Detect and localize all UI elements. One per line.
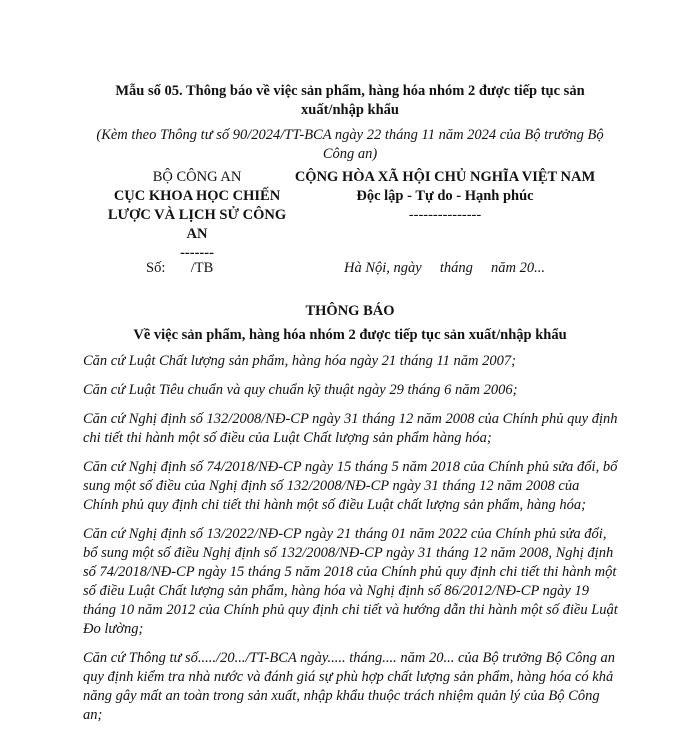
document-number: Số: /TB: [146, 260, 214, 276]
legal-basis-list: [83, 352, 618, 735]
agency-name-line-1: CỤC KHOA HỌC CHIẾN: [113, 188, 281, 204]
form-title-line-1: Mẫu số 05. Thông báo về việc sản phẩm, hàng hóa nhóm 2 được tiếp tục sản: [115, 83, 585, 99]
attachment-note-line-2: Công an): [322, 146, 378, 162]
legal-basis-item: Căn cứ Thông tư số...../20.../TT-BCA ngày..... tháng.... năm 20... của Bộ trưởng Bộ Công an quy định kiểm tra nhà nước và đánh giá sự phù hợp chất lượng sản phẩm, hàng hóa có khả năng gây mất an toàn trong sản xuất, nhập khẩu thuộc trách nhiệm quản lý của Bộ Công an;: [83, 650, 615, 723]
legal-basis-item: Căn cứ Luật Chất lượng sản phẩm, hàng hóa ngày 21 tháng 11 năm 2007;: [83, 353, 516, 369]
ministry-name: BỘ CÔNG AN: [152, 169, 242, 185]
legal-basis-item: Căn cứ Nghị định số 13/2022/NĐ-CP ngày 21 tháng 01 năm 2022 của Chính phủ sửa đổi, bổ sung một số điều Nghị định số 132/2008/NĐ-CP ngày 31 tháng 12 năm 2008, Nghị định số 74/2018/NĐ-CP ngày 15 tháng 5 năm 2018 của Chính phủ quy định chi tiết thi hành một số điều Luật Chất lượng sản phẩm, hàng hóa và Nghị định số 86/2012/NĐ-CP ngày 19 tháng 10 năm 2012 của Chính phủ quy định chi tiết và hướng dẫn thi hành một số điều Luật Đo lường;: [83, 526, 618, 637]
national-motto: Độc lập - Tự do - Hạnh phúc: [356, 188, 534, 204]
legal-basis-item: Căn cứ Luật Tiêu chuẩn và quy chuẩn kỹ thuật ngày 29 tháng 6 năm 2006;: [83, 382, 518, 398]
agency-name-line-2: LƯỢC VÀ LỊCH SỬ CÔNG: [107, 207, 287, 223]
place-date: Hà Nội, ngày tháng năm 20...: [344, 260, 545, 276]
issuer-divider: -------: [180, 245, 214, 261]
document-subject: Về việc sản phẩm, hàng hóa nhóm 2 được tiếp tục sản xuất/nhập khẩu: [133, 327, 567, 343]
attachment-note-line-1: (Kèm theo Thông tư số 90/2024/TT-BCA ngày 22 tháng 11 năm 2024 của Bộ trưởng Bộ: [96, 127, 604, 143]
form-title: [100, 82, 600, 120]
document-title: THÔNG BÁO: [305, 303, 395, 319]
motto-divider: ---------------: [408, 207, 482, 223]
national-title: CỘNG HÒA XÃ HỘI CHỦ NGHĨA VIỆT NAM: [294, 169, 596, 185]
legal-basis-item: Căn cứ Nghị định số 132/2008/NĐ-CP ngày 31 tháng 12 năm 2008 của Chính phủ quy định chi tiết thi hành một số điều của Luật Chất lượng sản phẩm hàng hóa;: [83, 411, 618, 446]
form-title-line-2: xuất/nhập khẩu: [301, 102, 399, 118]
legal-basis-item: Căn cứ Nghị định số 74/2018/NĐ-CP ngày 15 tháng 5 năm 2018 của Chính phủ sửa đổi, bổ sung một số điều của Nghị định số 132/2008/NĐ-CP ngày 31 tháng 12 năm 2008 của Chính phủ quy định chi tiết thi hành một số điều Luật chất lượng sản phẩm, hàng hóa;: [83, 459, 618, 513]
attachment-note: [82, 126, 618, 164]
issuer-block: [100, 168, 294, 263]
national-motto-block: [285, 168, 605, 225]
agency-name-line-3: AN: [186, 226, 208, 242]
